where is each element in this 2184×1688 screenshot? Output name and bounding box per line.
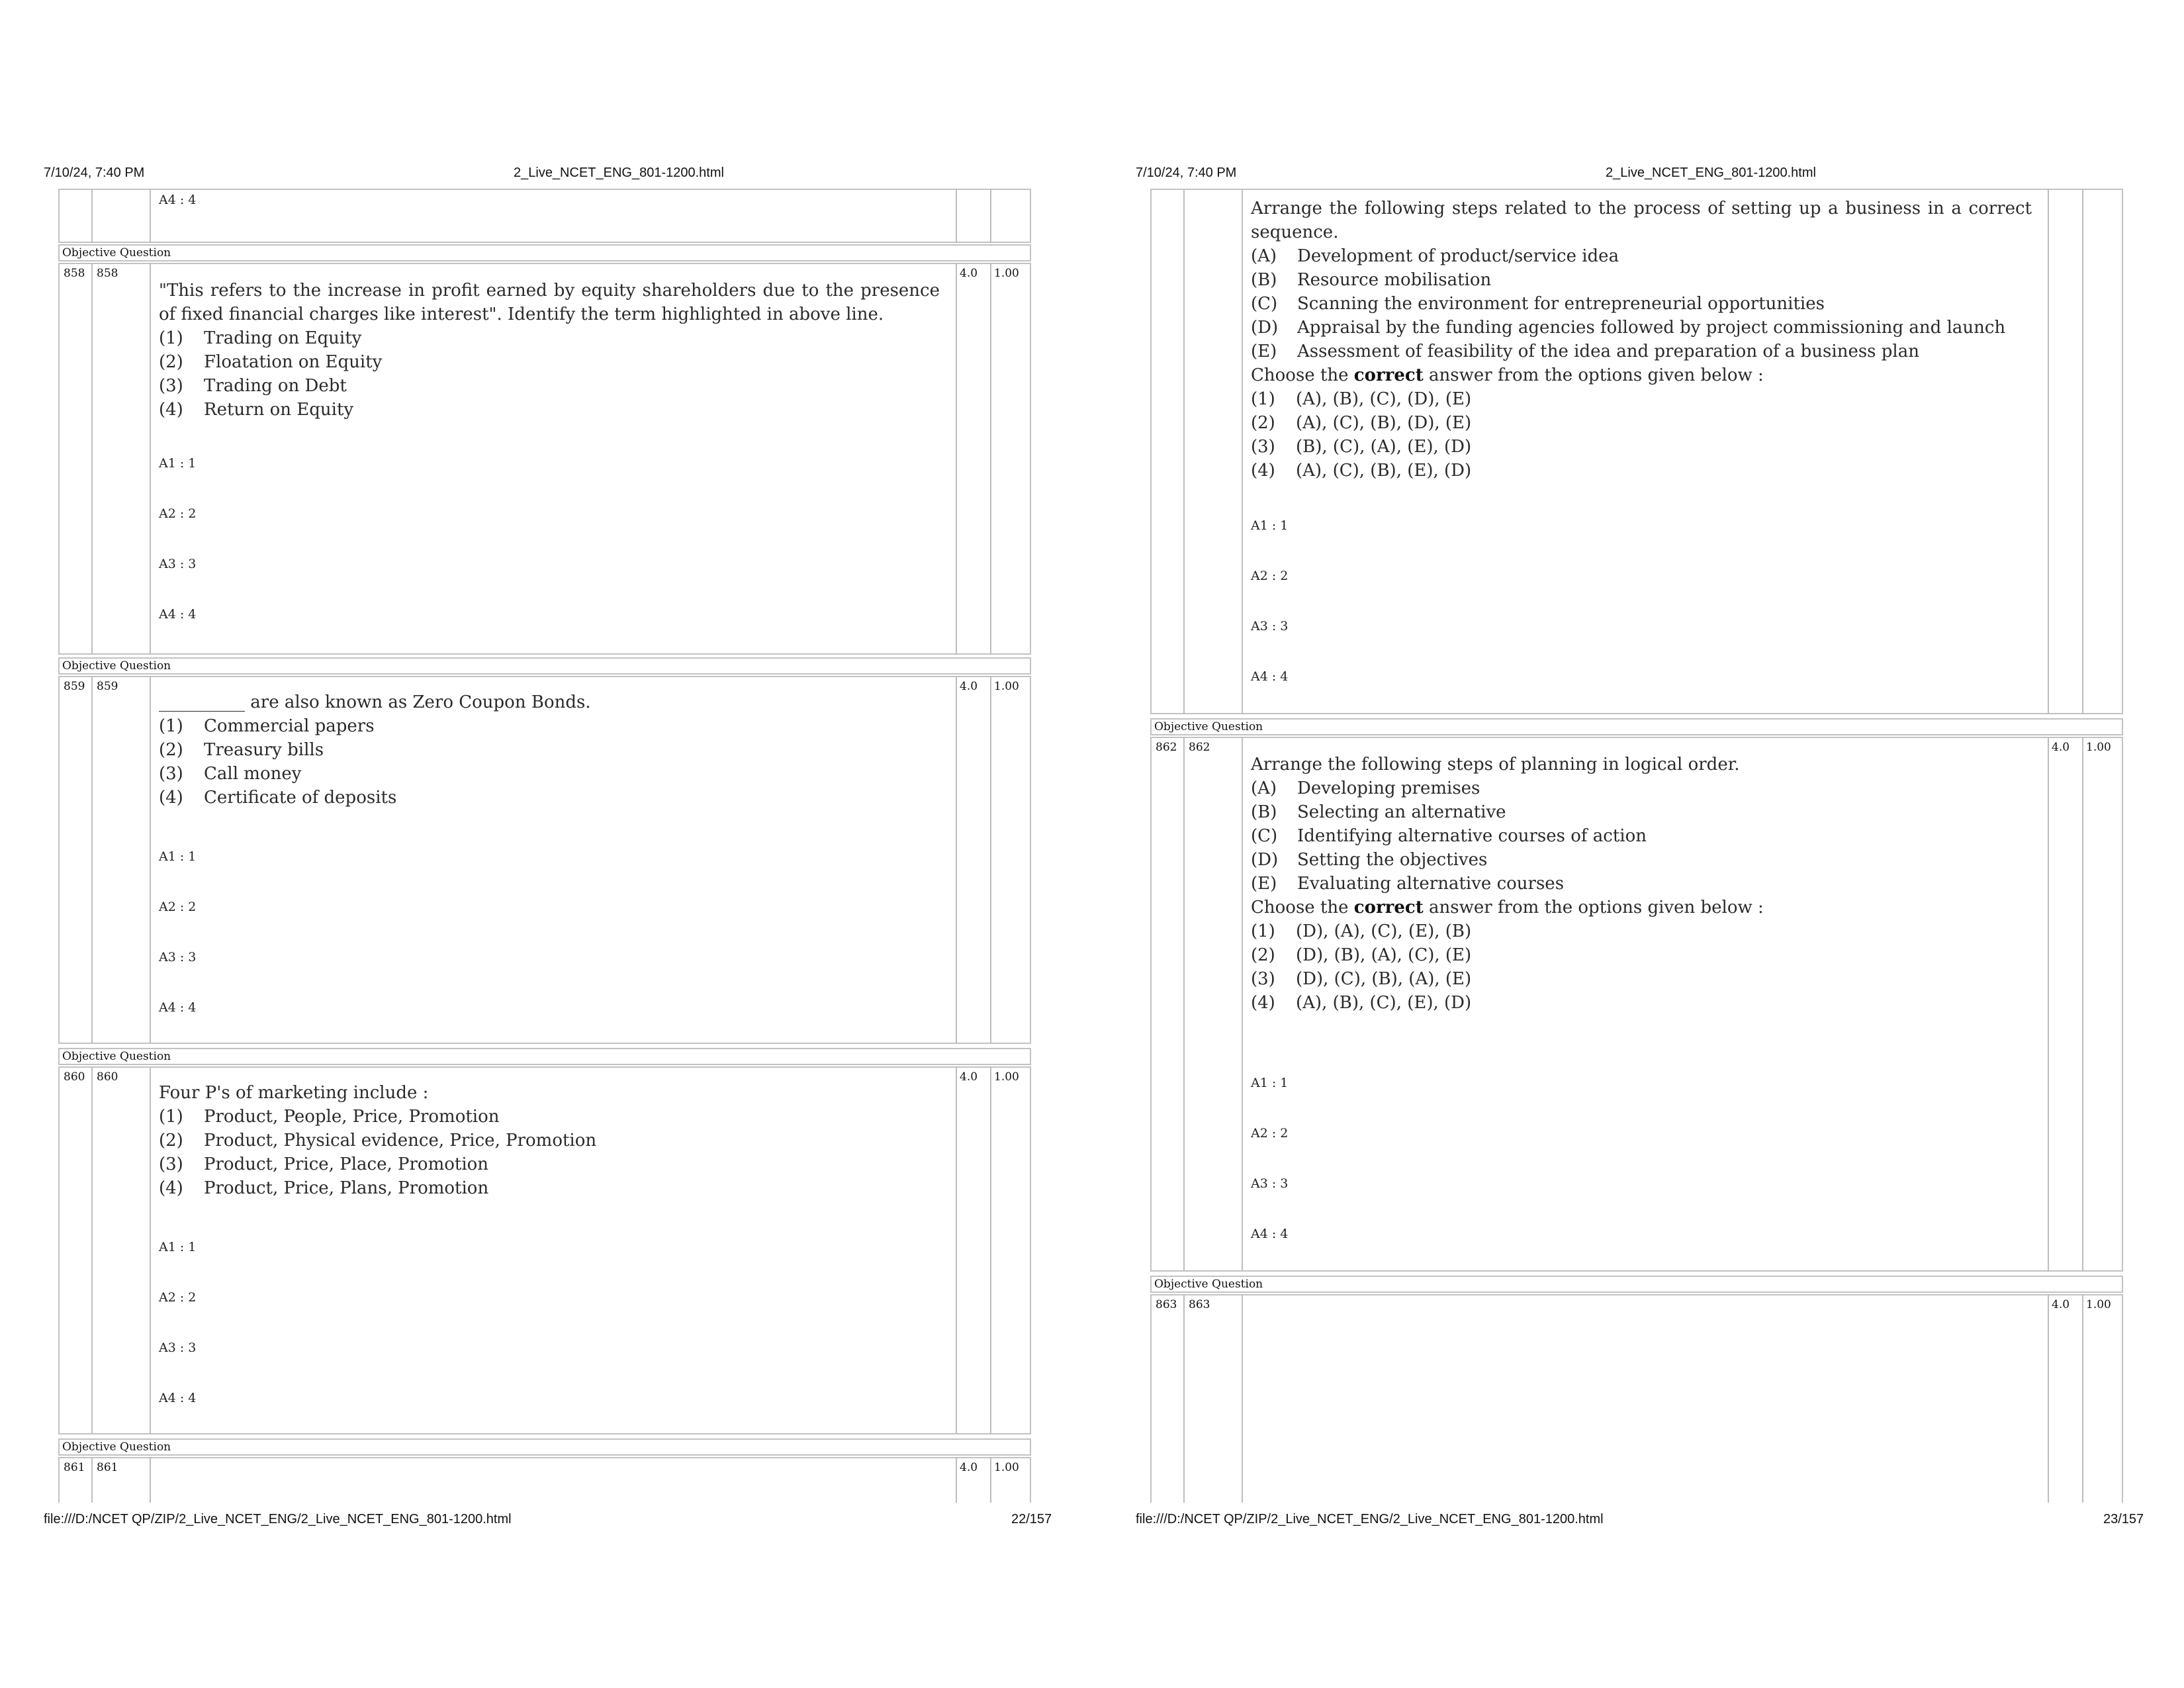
question-type-label: Objective Question	[1150, 718, 2123, 735]
negative-marks: 1.00	[994, 1461, 1019, 1474]
question-block-861	[58, 1457, 1031, 1503]
negative-marks: 1.00	[994, 267, 1019, 280]
question-block-863	[1150, 1294, 2123, 1503]
statement-item: (A) Developing premises	[1251, 778, 1480, 798]
footer-page-number: 23/157	[2103, 1512, 2144, 1526]
statement-item: (D) Appraisal by the funding agencies followed by project commissioning and launch	[1251, 318, 2006, 338]
answer-line: A1 : 1	[159, 1240, 197, 1254]
question-type-label: Objective Question	[1150, 1276, 2123, 1293]
option: (1) Trading on Equity	[159, 328, 362, 348]
negative-marks: 1.00	[994, 1070, 1019, 1084]
question-859-content	[159, 690, 940, 810]
option: (1) (A), (B), (C), (D), (E)	[1251, 389, 1472, 409]
option: (4) Certificate of deposits	[159, 788, 397, 808]
marks: 4.0	[960, 1461, 978, 1474]
question-id: 862	[1189, 741, 1210, 754]
marks: 4.0	[2052, 1298, 2070, 1311]
answer-line: A3 : 3	[159, 557, 197, 571]
question-id: 858	[97, 267, 118, 280]
statement-item: (B) Resource mobilisation	[1251, 270, 1492, 290]
option: (4) Product, Price, Plans, Promotion	[159, 1178, 489, 1198]
marks: 4.0	[960, 680, 978, 693]
answer-line: A4 : 4	[159, 607, 197, 622]
serial-number: 858	[64, 267, 85, 280]
option: (2) (D), (B), (A), (C), (E)	[1251, 945, 1472, 965]
answer-line: A1 : 1	[1251, 518, 1289, 533]
marks: 4.0	[960, 267, 978, 280]
option: (2) Product, Physical evidence, Price, Promotion	[159, 1131, 597, 1150]
question-858-content	[159, 279, 940, 422]
serial-number: 859	[64, 680, 85, 693]
serial-number: 861	[64, 1461, 85, 1474]
question-id: 859	[97, 680, 118, 693]
statement-item: (C) Identifying alternative courses of action	[1251, 826, 1647, 846]
answer-line: A2 : 2	[1251, 569, 1289, 583]
question-id: 861	[97, 1461, 118, 1474]
option: (4) (A), (B), (C), (E), (D)	[1251, 993, 1472, 1013]
statement-item: (A) Development of product/service idea	[1251, 246, 1619, 266]
question-stem: Four P's of marketing include :	[159, 1083, 429, 1103]
answer-line: A1 : 1	[1251, 1076, 1289, 1090]
question-type-label: Objective Question	[58, 244, 1031, 261]
question-type-label: Objective Question	[58, 657, 1031, 675]
answer-line: A2 : 2	[1251, 1126, 1289, 1141]
negative-marks: 1.00	[994, 680, 1019, 693]
question-type-label: Objective Question	[58, 1438, 1031, 1456]
option: (3) Trading on Debt	[159, 376, 347, 396]
option: (4) Return on Equity	[159, 400, 354, 420]
question-stem: Arrange the following steps of planning in logical order.	[1251, 755, 1740, 774]
page-right	[1092, 0, 2184, 1688]
serial-number: 863	[1156, 1298, 1177, 1311]
statement-item: (E) Assessment of feasibility of the idea and preparation of a business plan	[1251, 342, 1919, 361]
statement-item: (C) Scanning the environment for entrepreneurial opportunities	[1251, 294, 1825, 314]
question-block-previous	[58, 189, 1031, 243]
option: (2) (A), (C), (B), (D), (E)	[1251, 413, 1472, 433]
answer-line: A4 : 4	[159, 1000, 197, 1015]
option: (3) (D), (C), (B), (A), (E)	[1251, 969, 1472, 989]
option: (4) (A), (C), (B), (E), (D)	[1251, 461, 1472, 481]
statement-item: (D) Setting the objectives	[1251, 850, 1488, 870]
question-stem: Arrange the following steps related to the process of setting up a business in a correct sequence.	[1251, 199, 2032, 242]
question-stem: __________ are also known as Zero Coupon Bonds.	[159, 692, 591, 712]
footer-page-number: 22/157	[1011, 1512, 1052, 1526]
marks: 4.0	[960, 1070, 978, 1084]
answer-line: A3 : 3	[1251, 619, 1289, 633]
answer-line: A4 : 4	[1251, 669, 1289, 684]
answer-line: A4 : 4	[159, 1391, 197, 1405]
header-title: 2_Live_NCET_ENG_801-1200.html	[514, 165, 724, 180]
question-type-label: Objective Question	[58, 1048, 1031, 1065]
answer-line: A1 : 1	[159, 849, 197, 864]
question-862-content	[1251, 753, 2032, 1015]
option: (2) Floatation on Equity	[159, 352, 383, 372]
answer-line: A4 : 4	[159, 193, 197, 207]
question-stem: "This refers to the increase in profit earned by equity shareholders due to the presence of fixed financial charges like interest". Identify the term highlighted in above line.	[159, 281, 940, 324]
answer-line: A2 : 2	[159, 506, 197, 521]
option: (3) Product, Price, Place, Promotion	[159, 1154, 489, 1174]
footer-file-path: file:///D:/NCET QP/ZIP/2_Live_NCET_ENG/2_Live_NCET_ENG_801-1200.html	[1136, 1512, 1604, 1526]
answer-line: A2 : 2	[159, 900, 197, 914]
footer-file-path: file:///D:/NCET QP/ZIP/2_Live_NCET_ENG/2_Live_NCET_ENG_801-1200.html	[44, 1512, 512, 1526]
question-table	[1150, 189, 2123, 1503]
negative-marks: 1.00	[2086, 741, 2111, 754]
option: (2) Treasury bills	[159, 740, 324, 760]
answer-line: A1 : 1	[159, 456, 197, 471]
option: (1) (D), (A), (C), (E), (B)	[1251, 921, 1472, 941]
answer-line: A2 : 2	[159, 1290, 197, 1305]
statement-item: (B) Selecting an alternative	[1251, 802, 1506, 822]
negative-marks: 1.00	[2086, 1298, 2111, 1311]
header-date: 7/10/24, 7:40 PM	[44, 165, 145, 180]
answer-line: A3 : 3	[159, 950, 197, 964]
option: (3) (B), (C), (A), (E), (D)	[1251, 437, 1472, 457]
question-id: 860	[97, 1070, 118, 1084]
header-date: 7/10/24, 7:40 PM	[1136, 165, 1237, 180]
choose-instruction: Choose the correct answer from the options given below :	[1251, 898, 1764, 917]
question-861-content	[1251, 197, 2032, 483]
header-title: 2_Live_NCET_ENG_801-1200.html	[1606, 165, 1816, 180]
answer-line: A3 : 3	[1251, 1176, 1289, 1191]
statement-item: (E) Evaluating alternative courses	[1251, 874, 1565, 894]
answer-line: A3 : 3	[159, 1340, 197, 1355]
choose-instruction: Choose the correct answer from the options given below :	[1251, 365, 1764, 385]
question-id: 863	[1189, 1298, 1210, 1311]
marks: 4.0	[2052, 741, 2070, 754]
serial-number: 862	[1156, 741, 1177, 754]
serial-number: 860	[64, 1070, 85, 1084]
option: (3) Call money	[159, 764, 302, 784]
answer-line: A4 : 4	[1251, 1227, 1289, 1241]
option: (1) Product, People, Price, Promotion	[159, 1107, 500, 1127]
question-table	[58, 189, 1031, 1503]
option: (1) Commercial papers	[159, 716, 375, 736]
question-860-content	[159, 1081, 940, 1200]
